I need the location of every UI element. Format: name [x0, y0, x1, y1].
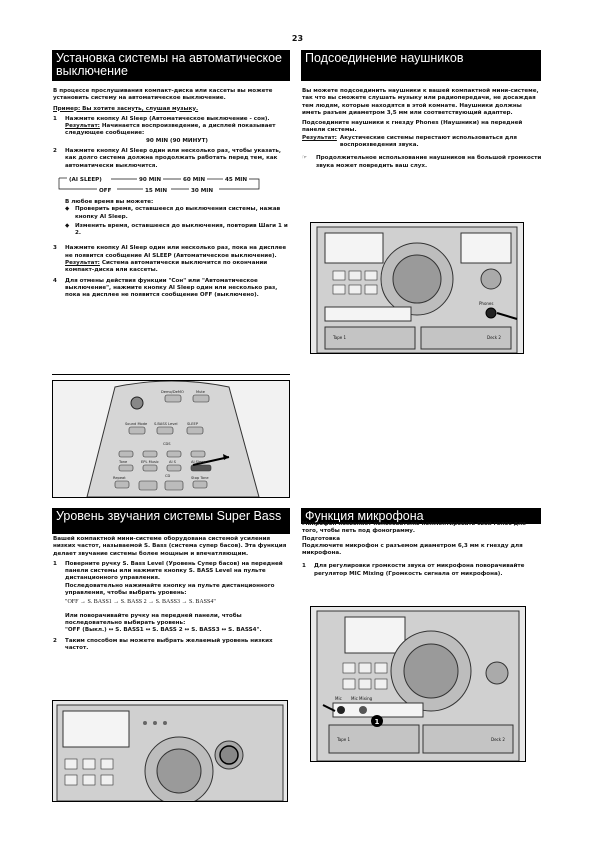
cycle-45: 45 MIN — [225, 176, 248, 183]
tape1-label: Tape 1 — [333, 335, 347, 340]
remote-label: Stop Tone — [191, 476, 209, 480]
auto-off-body — [53, 88, 289, 303]
step-3 — [53, 245, 289, 274]
step-1 — [53, 561, 289, 635]
section-title-text: Функция микрофона — [305, 509, 424, 523]
step-text: Нажмите кнопку AI Sleep (Автоматическое выключение - сон). — [65, 115, 270, 122]
step-text: Поверните ручку S. Bass Level (Уровень Супер басов) на передней панели системы или нажмите кнопку S. BASS Level на пульте дистанционного управления. — [65, 560, 283, 582]
headphones-body — [302, 88, 542, 170]
remote-label: Sound Mode — [125, 422, 148, 426]
device-figure-phones — [310, 222, 524, 354]
cycle-ai-sleep: (AI SLEEP) — [69, 176, 102, 183]
device-illustration — [311, 607, 525, 761]
remote-label: EPL Music — [141, 460, 159, 464]
section-title-auto-off — [52, 50, 290, 81]
remote-label: Demo/DeMO — [161, 390, 184, 394]
cycle-60: 60 MIN — [183, 176, 206, 183]
step-2 — [53, 638, 289, 653]
step-1 — [302, 563, 542, 578]
note-icon: ☞ — [302, 155, 308, 162]
step-number: 4 — [53, 277, 57, 284]
cycle-30: 30 MIN — [191, 187, 214, 194]
step-text: Для отмены действия функции "Сон" или "Автоматическое выключение", нажмите кнопку AI Sleep один или несколько раз, пока на дисплее не появится сообщение OFF (выключено). — [65, 277, 278, 299]
bullet-text: Изменить время, оставшееся до выключения, повторив Шаги 1 и 2. — [75, 222, 288, 237]
step-text-2: Последовательно нажимайте кнопку на пульте дистанционного управления, чтобы выбрать уровень: — [65, 582, 275, 597]
bullet-item: ◆ Изменить время, оставшееся до выключения, повторив Шаги 1 и 2. — [65, 222, 288, 237]
remote-label: S.BASS Level — [154, 422, 178, 426]
sleep-cycle-diagram — [53, 173, 289, 197]
device-figure-mic — [310, 606, 526, 762]
bullet-text: Проверить время, оставшееся до выключения системы, нажав кнопку AI Sleep. — [75, 206, 281, 220]
display-message: 90 MIN (90 МИНУТ) — [146, 137, 208, 144]
prep-label: Подготовка — [302, 535, 341, 542]
auto-off-intro: В процессе прослушивания компакт-диска или кассеты вы можете установить систему на автоматическое выключение. — [53, 88, 273, 102]
remote-label: Repeat — [113, 476, 126, 480]
remote-label: CD — [165, 474, 171, 478]
prep-text: Подключите микрофон с разъемом диаметром 6,3 мм к гнезду для микрофона. — [302, 542, 523, 557]
result-label: Результат: — [65, 260, 100, 267]
remote-label: Tone — [119, 460, 128, 464]
step-text: Нажмите кнопку AI Sleep один или несколько раз, пока на дисплее не появится сообщение AI SLEEP (Автоматическое выключение). — [65, 245, 287, 259]
level-sequence: "OFF → S. BASS1 → S. BASS 2 → S. BASS3 → S. BASS4" — [65, 599, 216, 606]
cycle-off: OFF — [99, 187, 112, 194]
result-text: Акустические системы перестают использоваться для воспроизведения звука. — [339, 134, 517, 149]
device-illustration — [53, 701, 287, 801]
remote-label: AI S — [169, 460, 176, 464]
cycle-15: 15 MIN — [145, 187, 168, 194]
callout-number: 1 — [374, 718, 380, 726]
tape2-label: Deck 2 — [487, 335, 501, 340]
step-text: Таким способом вы можете выбрать желаемый уровень низких частот. — [65, 637, 273, 651]
tape2-label: Deck 2 — [491, 737, 505, 742]
section-title-text: Подсоединение наушников — [305, 51, 464, 65]
section-title-headphones — [301, 50, 541, 81]
headphones-connect: Подсоедините наушники к гнезду Phones (Наушники) на передней панели системы. — [302, 120, 523, 134]
section-title-text: Установка системы на автоматическое выключение — [56, 51, 283, 78]
step-number: 2 — [53, 637, 57, 644]
divider — [52, 374, 290, 375]
microphone-body — [302, 521, 542, 581]
step-4 — [53, 278, 289, 300]
step-1 — [53, 116, 289, 145]
step-number: 1 — [53, 560, 57, 567]
mic-label: Mic — [335, 696, 342, 701]
result-label: Результат: — [65, 123, 100, 130]
remote-label: Mute — [196, 390, 205, 394]
section-title-text: Уровень звучания системы Super Bass — [56, 509, 282, 523]
result-label: Результат: — [302, 134, 337, 141]
remote-label: SLEEP — [187, 422, 198, 426]
super-bass-intro: Вашей компактной мини-системе оборудована системой усиления низких частот, называемой S. Bass (система супер басов). Эта функция делает звучание системы более мощным и впечатляющим. — [53, 536, 287, 557]
page-number: 23 — [291, 34, 304, 43]
knob-text: Или поворачивайте ручку на передней панели, чтобы последовательно выбирать уровень: — [65, 612, 242, 626]
phones-label: Phones — [479, 301, 494, 306]
bullet-item: ◆ Проверить время, оставшееся до выключения системы, нажав кнопку AI Sleep. — [65, 206, 289, 221]
section-title-super-bass — [52, 508, 290, 534]
device-figure-bass — [52, 700, 288, 802]
step-text: Нажмите кнопку AI Sleep один или несколько раз, чтобы указать, как долго система должна продолжать работать перед тем, как автоматически выключится. — [65, 148, 281, 169]
headphones-intro: Вы можете подсоединить наушники к вашей компактной мини-системе, так что вы сможете слушать музыку или радиопередачи, не досаждая тем людям, которые находятся в этой комнате. Наушники должны иметь разъем диаметром 3,5 мм или соответствующий адаптер. — [302, 88, 539, 116]
super-bass-body — [53, 536, 289, 655]
mic-mixing-label: Mic Mixing — [351, 696, 373, 701]
tape1-label: Tape 1 — [337, 737, 351, 742]
cycle-90: 90 MIN — [139, 176, 162, 183]
result-text: Система автоматически выключится по окончании компакт-диска или кассеты. — [65, 260, 268, 274]
any-time-text: В любое время вы можете: — [65, 198, 154, 205]
remote-label: AI Sleep — [191, 460, 206, 464]
step-2 — [53, 148, 289, 170]
step-number: 1 — [302, 563, 306, 570]
remote-label: CDS — [163, 442, 171, 446]
step-number: 3 — [53, 245, 57, 252]
knob-levels: "OFF (Выкл.) ↔ S. BASS1 ↔ S. BASS 2 ↔ S. BASS3 ↔ S. BASS4". — [65, 627, 262, 634]
remote-control-figure — [52, 380, 290, 498]
note-text: Продолжительное использование наушников на большой громкости звука может повредить ваш слух. — [316, 155, 542, 169]
step-text: Для регулировки громкости звука от микрофона поворачивайте регулятор MIC Mixing (Громкость сигнала от микрофона). — [314, 563, 525, 577]
device-illustration — [311, 223, 523, 353]
step-number: 1 — [53, 115, 57, 122]
mic-intro: Микрофон позволяет пользователю комментировать свой голос для того, чтобы петь под фонограмму. — [302, 521, 526, 535]
step-number: 2 — [53, 148, 57, 155]
auto-off-example: Пример: Вы хотите заснуть, слушая музыку. — [53, 105, 199, 112]
remote-illustration — [53, 381, 289, 497]
result-text: Начинается воспроизведение, а дисплей показывает следующее сообщение: — [65, 123, 276, 137]
